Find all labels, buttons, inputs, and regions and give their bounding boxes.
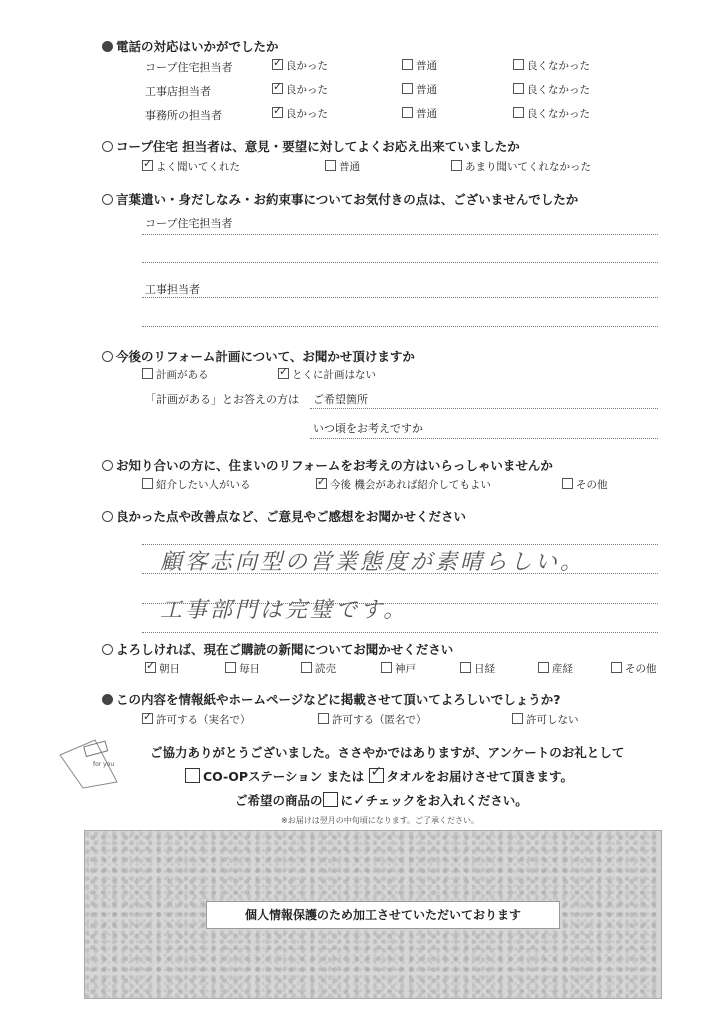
checkbox-icon[interactable] [513, 83, 524, 94]
q7-opt-sankei[interactable]: 産経 [538, 661, 573, 676]
checkbox-icon[interactable] [301, 662, 312, 673]
checkbox-icon[interactable] [145, 662, 156, 673]
answer-line[interactable] [310, 438, 658, 439]
q5-opt-maybe[interactable]: ✓ 今後 機会があれば紹介してもよい [316, 477, 491, 492]
coop-station-checkbox[interactable] [185, 768, 200, 783]
answer-line[interactable] [142, 603, 658, 604]
gift-doodle-icon [55, 730, 125, 790]
checkbox-icon[interactable] [316, 478, 327, 489]
answer-line[interactable] [142, 632, 658, 633]
q7-opt-kobe[interactable]: 神戸 [381, 661, 416, 676]
thanks-line1: ご協力ありがとうございました。ささやかではありますが、アンケートのお礼として [150, 745, 625, 760]
q1-row1-opt-normal[interactable]: 普通 [402, 58, 437, 73]
bullet-icon [102, 351, 113, 362]
q4-sub-location: ご希望箇所 [313, 393, 368, 406]
answer-line[interactable] [310, 408, 658, 409]
q5-title: お知り合いの方に、住まいのリフォームをお考えの方はいらっしゃいませんか [102, 456, 553, 474]
q5-opt-other[interactable]: その他 [562, 477, 608, 492]
answer-line[interactable] [142, 297, 658, 298]
checkbox-icon[interactable] [142, 368, 153, 379]
bullet-icon [102, 511, 113, 522]
q5-opt-refer[interactable]: 紹介したい人がいる [142, 477, 251, 492]
q2-opt-normal[interactable]: 普通 [325, 159, 360, 174]
checkbox-icon[interactable] [402, 59, 413, 70]
thanks-line2: CO-OPステーション または ✓ タオルをお届けさせて頂きます。 [185, 767, 573, 785]
q8-opt-realname[interactable]: ✓許可する（実名で） [142, 712, 251, 727]
checkbox-icon[interactable] [402, 83, 413, 94]
q3-sub-construction: 工事担当者 [145, 283, 200, 296]
q3-title: 言葉遣い・身だしなみ・お約束事についてお気付きの点は、ございませんでしたか [102, 190, 578, 208]
handwritten-comment-2: 工事部門は完璧です。 [160, 598, 409, 623]
q4-opt-noplan[interactable]: ✓ とくに計画はない [278, 367, 376, 382]
q7-opt-mainichi[interactable]: 毎日 [225, 661, 260, 676]
bullet-icon [102, 41, 113, 52]
checkbox-icon[interactable] [513, 107, 524, 118]
q1-row1-opt-bad[interactable]: 良くなかった [513, 58, 590, 73]
q1-row2-label: 工事店担当者 [145, 85, 211, 98]
checkbox-icon[interactable] [272, 107, 283, 118]
q7-opt-yomiuri[interactable]: 読売 [301, 661, 336, 676]
checkbox-icon[interactable] [142, 478, 153, 489]
redaction-label: 個人情報保護のため加工させていただいております [206, 901, 560, 929]
q8-opt-anonymous[interactable]: 許可する（匿名で） [318, 712, 427, 727]
checkbox-icon[interactable] [225, 662, 236, 673]
q7-title: よろしければ、現在ご購読の新聞についてお聞かせください [102, 640, 453, 658]
bullet-icon [102, 694, 113, 705]
bullet-icon [102, 644, 113, 655]
bullet-icon [102, 194, 113, 205]
doodle-text: for you [93, 761, 115, 768]
checkbox-icon[interactable] [142, 713, 153, 724]
q8-title: この内容を情報紙やホームページなどに掲載させて頂いてよろしいでしょうか? [102, 690, 561, 708]
q1-row3-opt-normal[interactable]: 普通 [402, 106, 437, 121]
sample-checkbox-icon [323, 792, 338, 807]
thanks-line3: ご希望の商品の に✓チェックをお入れください。 [235, 791, 528, 809]
q1-row2-opt-good[interactable]: ✓ 良かった [272, 82, 328, 97]
q4-title: 今後のリフォーム計画について、お聞かせ頂けますか [102, 347, 415, 365]
checkbox-icon[interactable] [512, 713, 523, 724]
check-mark-icon: ✓ [353, 791, 366, 809]
q6-title: 良かった点や改善点など、ご意見やご感想をお聞かせください [102, 507, 466, 525]
checkbox-icon[interactable] [325, 160, 336, 171]
checkbox-icon[interactable] [272, 59, 283, 70]
q2-title: コープ住宅 担当者は、意見・要望に対してよくお応え出来ていましたか [102, 137, 520, 155]
q1-row2-opt-normal[interactable]: 普通 [402, 82, 437, 97]
bullet-icon [102, 141, 113, 152]
checkbox-icon[interactable] [538, 662, 549, 673]
bullet-icon [102, 460, 113, 471]
checkbox-icon[interactable] [451, 160, 462, 171]
delivery-note: ※お届けは翌月の中旬頃になります。ご了承ください。 [281, 816, 480, 825]
checkbox-icon[interactable] [318, 713, 329, 724]
checkbox-icon[interactable] [142, 160, 153, 171]
checkbox-icon[interactable] [381, 662, 392, 673]
checkbox-icon[interactable] [562, 478, 573, 489]
checkbox-icon[interactable] [460, 662, 471, 673]
q7-opt-nikkei[interactable]: 日経 [460, 661, 495, 676]
q4-sub-when: いつ頃をお考えですか [313, 422, 423, 435]
q7-opt-asahi[interactable]: ✓朝日 [145, 661, 180, 676]
q3-sub-coop: コープ住宅担当者 [145, 217, 233, 230]
checkbox-icon[interactable] [402, 107, 413, 118]
q1-row3-opt-bad[interactable]: 良くなかった [513, 106, 590, 121]
q1-row1-opt-good[interactable]: ✓ 良かった [272, 58, 328, 73]
q2-opt-good[interactable]: ✓よく聞いてくれた [142, 159, 240, 174]
checkbox-icon[interactable] [272, 83, 283, 94]
q4-sub-prefix: 「計画がある」とお答えの方は [145, 393, 299, 406]
q1-row3-label: 事務所の担当者 [145, 109, 222, 122]
answer-line[interactable] [142, 234, 658, 235]
checkbox-icon[interactable] [278, 368, 289, 379]
q4-opt-plan[interactable]: 計画がある [142, 367, 209, 382]
q1-row1-label: コープ住宅担当者 [145, 61, 233, 74]
q7-opt-other[interactable]: その他 [611, 661, 657, 676]
answer-line[interactable] [142, 573, 658, 574]
checkbox-icon[interactable] [513, 59, 524, 70]
answer-line[interactable] [142, 326, 658, 327]
answer-line[interactable] [142, 262, 658, 263]
towel-checkbox[interactable] [369, 768, 384, 783]
handwritten-comment-1: 顧客志向型の営業態度が素晴らしい。 [160, 550, 586, 575]
q1-title: 電話の対応はいかがでしたか [102, 37, 279, 55]
checkbox-icon[interactable] [611, 662, 622, 673]
q2-opt-bad[interactable]: あまり聞いてくれなかった [451, 159, 591, 174]
q1-row2-opt-bad[interactable]: 良くなかった [513, 82, 590, 97]
q8-opt-deny[interactable]: 許可しない [512, 712, 579, 727]
q1-row3-opt-good[interactable]: ✓ 良かった [272, 106, 328, 121]
